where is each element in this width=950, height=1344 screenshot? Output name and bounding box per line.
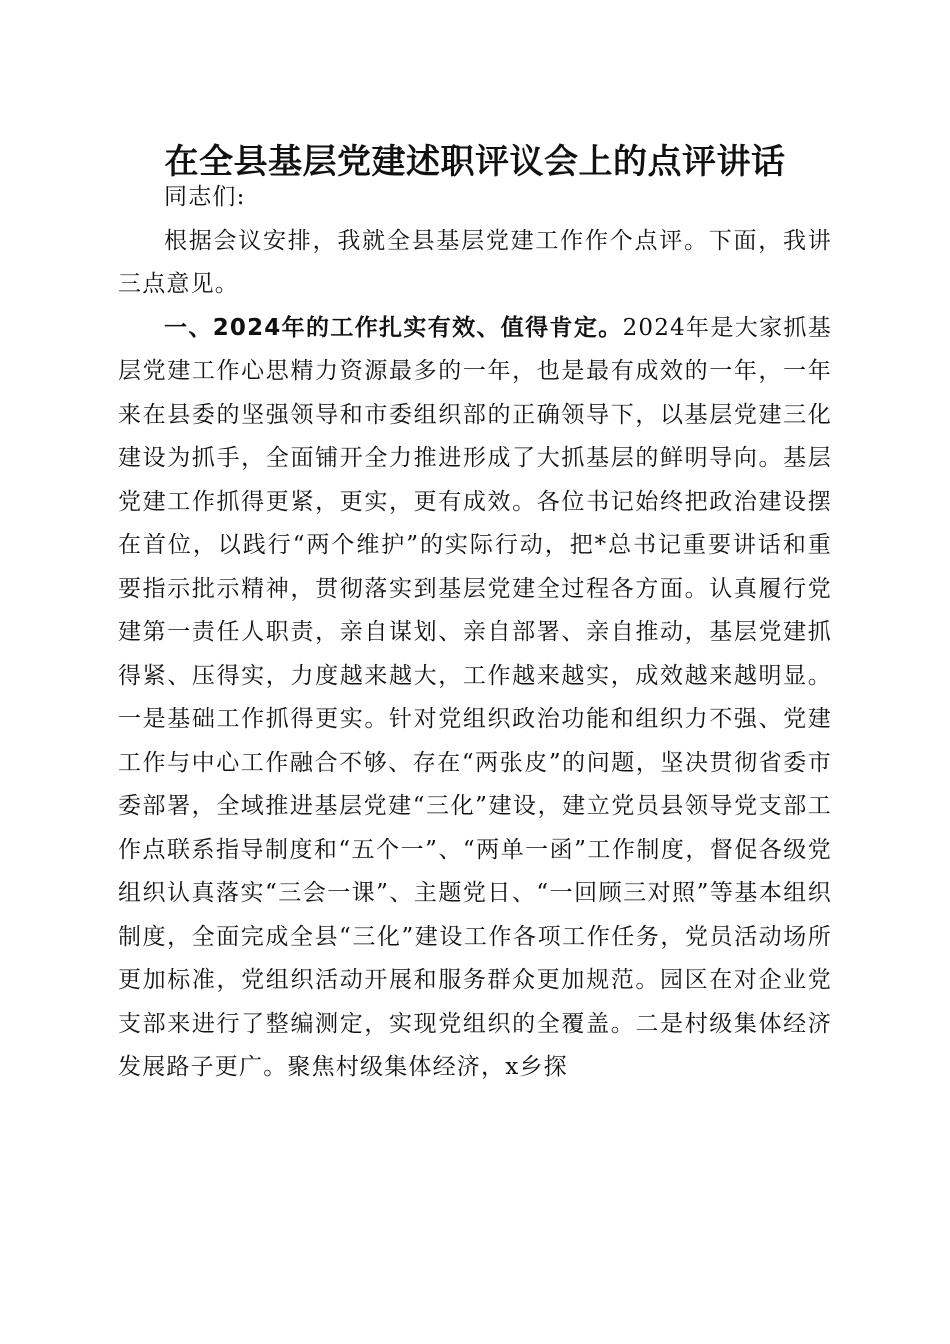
section-heading-1: 一、2024年的工作扎实有效、值得肯定。 (164, 314, 623, 341)
salutation: 同志们: (164, 184, 246, 210)
paragraph-2-text: 2024年是大家抓基层党建工作心思精力资源最多的一年，也是最有成效的一年，一年来在县委的坚强领导和市委组织部的正确领导下，以基层党建三化建设为抓手，全面铺开全力推进形成了大抓基层的鲜明导向。基层党建工作抓得更紧，更实，更有成效。各位书记始终把政治建设摆在首位，以践行“两个维护”的实际行动，把*总书记重要讲话和重要指示批示精神，贯彻落实到基层党建全过程各方面。认真履行党建第一责任人职责，亲自谋划、亲自部署、亲自推动，基层党建抓得紧、压得实，力度越来越大，工作越来越实，成效越来越明显。一是基础工作抓得更实。针对党组织政治功能和组织力不强、党建工作与中心工作融合不够、存在“两张皮”的问题，坚决贯彻省委市委部署，全域推进基层党建“三化”建设，建立党员县领导党支部工作点联系指导制度和“五个一”、“两单一函”工作制度，督促各级党组织认真落实“三会一课”、主题党日、“一回顾三对照”等基本组织制度，全面完成全县“三化”建设工作各项工作任务，党员活动场所更加标准，党组织活动开展和服务群众更加规范。园区在对企业党支部来进行了整编测定，实现党组织的全覆盖。二是村级集体经济发展路子更广。聚焦村级集体经济，x乡探 (118, 314, 832, 1080)
document-title: 在全县基层党建述职评议会上的点评讲话 (164, 142, 786, 182)
paragraph-1-text: 根据会议安排，我就全县基层党建工作作个点评。下面，我讲三点意见。 (118, 227, 832, 297)
document-body (118, 176, 832, 1090)
paragraph-2 (118, 307, 832, 1090)
paragraph-1 (118, 220, 832, 307)
